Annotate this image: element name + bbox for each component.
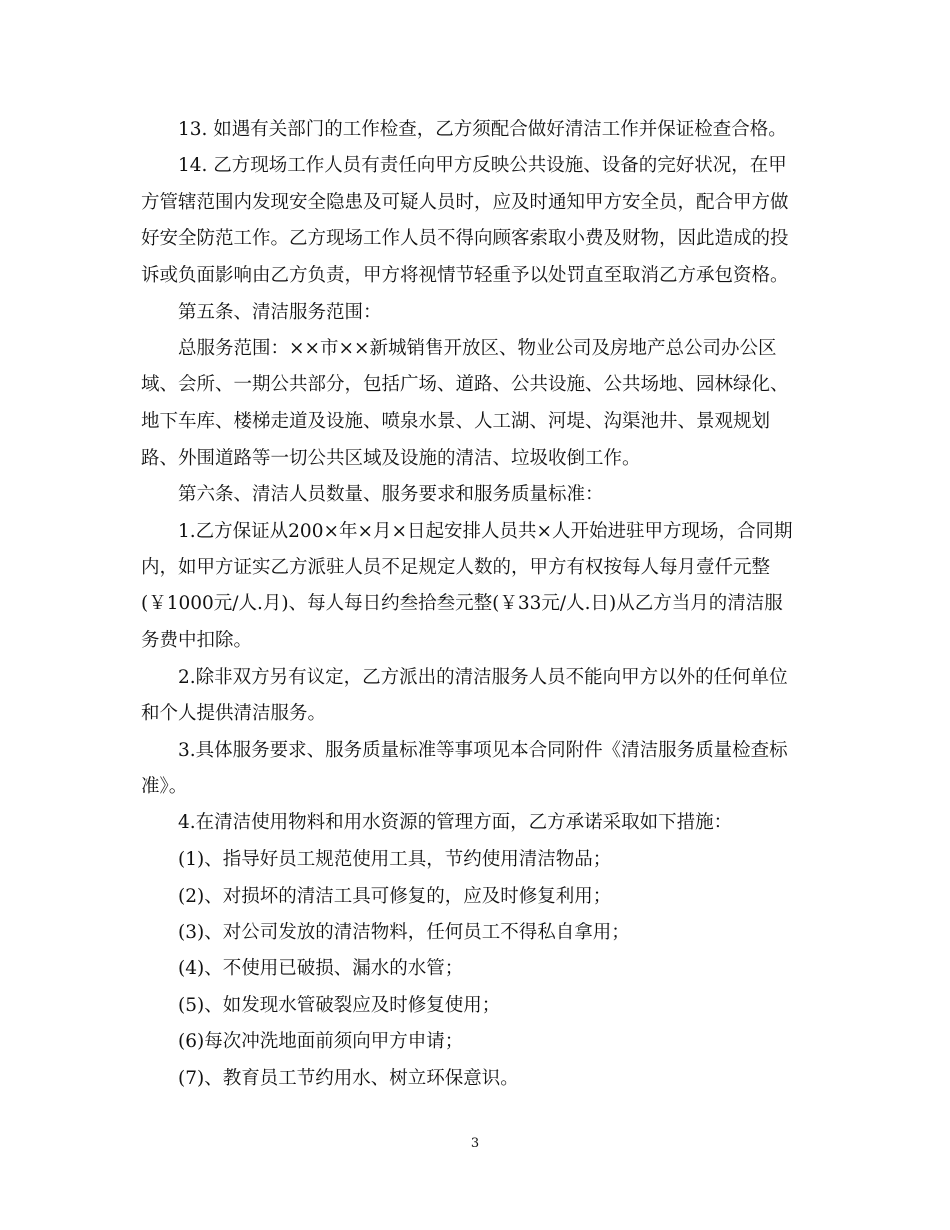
measure-5: (5)、如发现水管破裂应及时修复使用； (178, 995, 501, 1016)
clause-13: 13. 如遇有关部门的工作检查，乙方须配合做好清洁工作并保证检查合格。 (178, 119, 787, 140)
measure-6: (6)每次冲洗地面前须向甲方申请； (178, 1031, 464, 1052)
item-3-line-1: 3.具体服务要求、服务质量标准等事项见本合同附件《清洁服务质量检查标 (178, 740, 788, 761)
measure-7: (7)、教育员工节约用水、树立环保意识。 (178, 1068, 519, 1089)
clause-14-line-2: 方管辖范围内发现安全隐患及可疑人员时，应及时通知甲方安全员，配合甲方做 (141, 192, 789, 213)
article-6-heading: 第六条、清洁人员数量、服务要求和服务质量标准： (178, 484, 604, 505)
clause-14-line-3: 好安全防范工作。乙方现场工作人员不得向顾客索取小费及财物，因此造成的投 (141, 228, 789, 249)
service-scope-line-1: 总服务范围：××市××新城销售开放区、物业公司及房地产总公司办公区 (178, 338, 777, 359)
measure-1: (1)、指导好员工规范使用工具，节约使用清洁物品； (178, 849, 612, 870)
measure-2: (2)、对损坏的清洁工具可修复的，应及时修复利用； (178, 886, 612, 907)
service-scope-line-2: 域、会所、一期公共部分，包括广场、道路、公共设施、公共场地、园林绿化、 (141, 374, 789, 395)
article-5-heading: 第五条、清洁服务范围： (178, 302, 382, 323)
measure-3: (3)、对公司发放的清洁物料，任何员工不得私自拿用； (178, 922, 630, 943)
item-1-line-4: 务费中扣除。 (141, 630, 253, 651)
item-1-line-2: 内，如甲方证实乙方派驻人员不足规定人数的，甲方有权按每人每月壹仟元整 (141, 557, 771, 578)
item-2-line-2: 和个人提供清洁服务。 (141, 703, 327, 724)
item-2-line-1: 2.除非双方另有议定，乙方派出的清洁服务人员不能向甲方以外的任何单位 (178, 667, 788, 688)
clause-14-line-4: 诉或负面影响由乙方负责，甲方将视情节轻重予以处罚直至取消乙方承包资格。 (141, 265, 789, 286)
clause-14-line-1: 14. 乙方现场工作人员有责任向甲方反映公共设施、设备的完好状况，在甲 (178, 155, 787, 176)
measure-4: (4)、不使用已破损、漏水的水管； (178, 958, 464, 979)
service-scope-line-3: 地下车库、楼梯走道及设施、喷泉水景、人工湖、河堤、沟渠池井、景观规划 (141, 411, 771, 432)
item-1-line-3: (￥1000元/人.月)、每人每日约叁拾叁元整(￥33元/人.日)从乙方当月的清洁服 (141, 593, 783, 614)
item-3-line-2: 准》。 (141, 776, 188, 797)
item-1-line-1: 1.乙方保证从200×年×月×日起安排人员共×人开始进驻甲方现场，合同期 (178, 521, 793, 542)
service-scope-line-4: 路、外围道路等一切公共区域及设施的清洁、垃圾收倒工作。 (141, 448, 641, 469)
page-number: 3 (470, 1136, 480, 1151)
item-4-heading: 4.在清洁使用物料和用水资源的管理方面，乙方承诺采取如下措施： (178, 812, 733, 833)
